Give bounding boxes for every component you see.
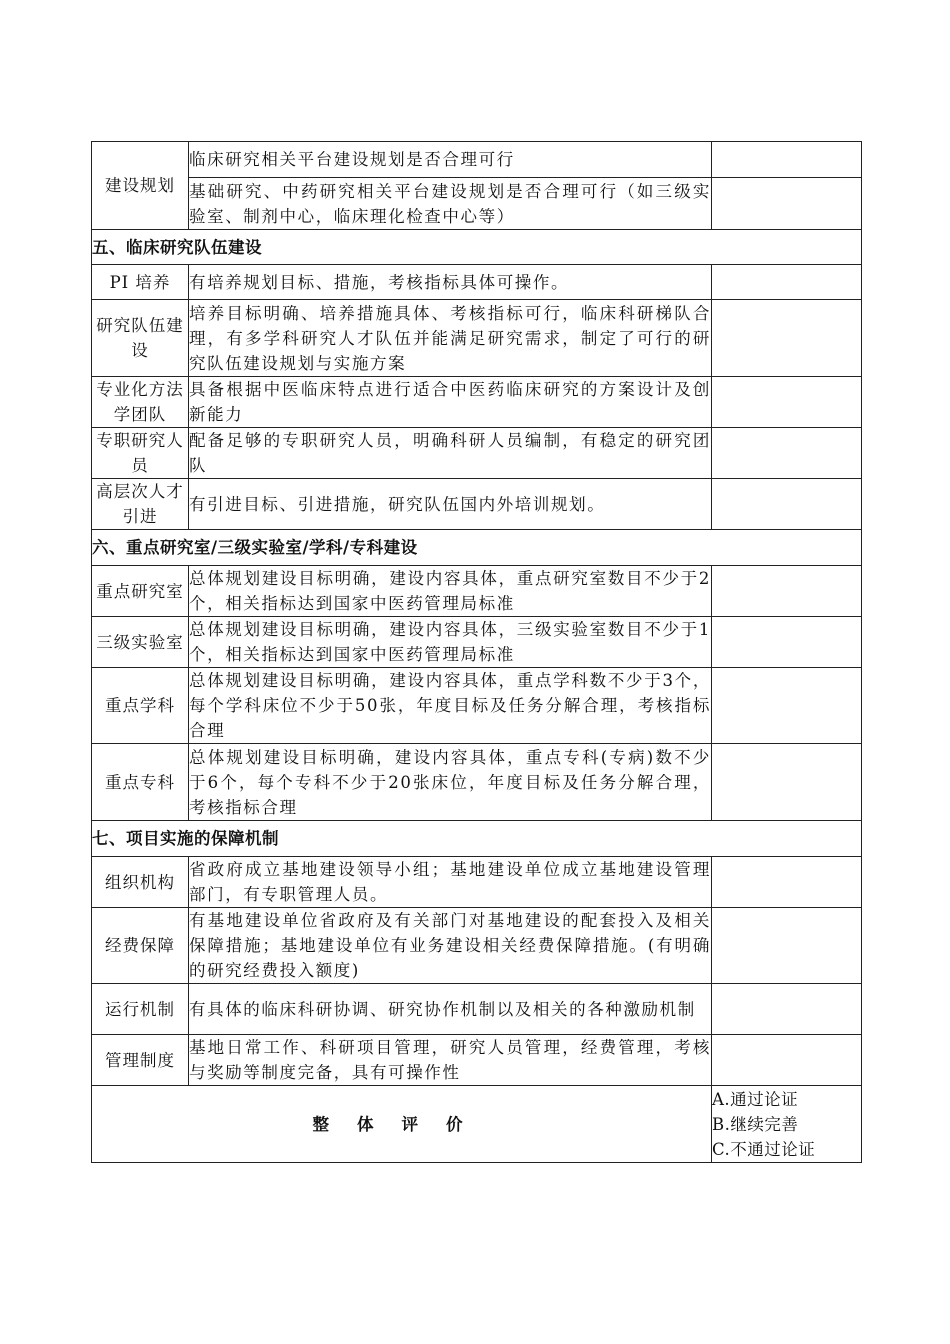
- criterion-cell: 有具体的临床科研协调、研究协作机制以及相关的各种激励机制: [189, 984, 712, 1035]
- criterion-cell: 基地日常工作、科研项目管理，研究人员管理，经费管理，考核与奖励等制度完备，具有可操作性: [189, 1035, 712, 1086]
- criterion-cell: 总体规划建设目标明确，建设内容具体，三级实验室数目不少于1个，相关指标达到国家中医药管理局标准: [189, 617, 712, 668]
- score-cell[interactable]: [712, 744, 862, 821]
- table-row: [92, 142, 862, 178]
- section-title: 五、临床研究队伍建设: [92, 230, 862, 265]
- criterion-cell: 总体规划建设目标明确，建设内容具体，重点专科(专病)数不少于6个，每个专科不少于20张床位，年度目标及任务分解合理，考核指标合理: [189, 744, 712, 821]
- table-row: [92, 744, 862, 821]
- category-cell: 重点研究室: [92, 566, 189, 617]
- table-row: [92, 908, 862, 984]
- option-pass[interactable]: A.通过论证: [712, 1089, 799, 1109]
- section-title: 六、重点研究室/三级实验室/学科/专科建设: [92, 530, 862, 566]
- category-cell: 运行机制: [92, 984, 189, 1035]
- criterion-cell: 总体规划建设目标明确，建设内容具体，重点研究室数目不少于2个，相关指标达到国家中医药管理局标准: [189, 566, 712, 617]
- overall-row: [92, 1086, 862, 1163]
- option-fail[interactable]: C.不通过论证: [712, 1139, 816, 1159]
- evaluation-table: [91, 141, 862, 1163]
- score-cell[interactable]: [712, 479, 862, 530]
- section-header-row: [92, 230, 862, 265]
- section-title: 七、项目实施的保障机制: [92, 821, 862, 857]
- table-row: [92, 617, 862, 668]
- score-cell[interactable]: [712, 142, 862, 178]
- score-cell[interactable]: [712, 265, 862, 300]
- category-cell: 专职研究人员: [92, 428, 189, 479]
- table-row: [92, 178, 862, 230]
- overall-options: [712, 1086, 862, 1163]
- category-cell: 重点学科: [92, 668, 189, 744]
- category-cell: 高层次人才引进: [92, 479, 189, 530]
- score-cell[interactable]: [712, 178, 862, 230]
- score-cell[interactable]: [712, 617, 862, 668]
- criterion-cell: 有引进目标、引进措施，研究队伍国内外培训规划。: [189, 479, 712, 530]
- category-cell: 建设规划: [92, 142, 189, 230]
- table-row: [92, 265, 862, 300]
- score-cell[interactable]: [712, 566, 862, 617]
- overall-evaluation-label: 整体评价: [92, 1086, 712, 1163]
- category-cell: 研究队伍建设: [92, 300, 189, 377]
- criterion-cell: 有培养规划目标、措施，考核指标具体可操作。: [189, 265, 712, 300]
- category-cell: 专业化方法学团队: [92, 377, 189, 428]
- criterion-cell: 有基地建设单位省政府及有关部门对基地建设的配套投入及相关保障措施；基地建设单位有业务建设相关经费保障措施。(有明确的研究经费投入额度): [189, 908, 712, 984]
- score-cell[interactable]: [712, 668, 862, 744]
- category-cell: 经费保障: [92, 908, 189, 984]
- criterion-cell: 总体规划建设目标明确，建设内容具体，重点学科数不少于3个，每个学科床位不少于50张，年度目标及任务分解合理，考核指标合理: [189, 668, 712, 744]
- table-row: [92, 428, 862, 479]
- criterion-cell: 基础研究、中药研究相关平台建设规划是否合理可行（如三级实验室、制剂中心，临床理化检查中心等）: [189, 178, 712, 230]
- category-cell: PI 培养: [92, 265, 189, 300]
- table-row: [92, 984, 862, 1035]
- table-row: [92, 1035, 862, 1086]
- table-row: [92, 300, 862, 377]
- score-cell[interactable]: [712, 377, 862, 428]
- table-row: [92, 479, 862, 530]
- category-cell: 重点专科: [92, 744, 189, 821]
- table-row: [92, 668, 862, 744]
- criterion-cell: 省政府成立基地建设领导小组；基地建设单位成立基地建设管理部门，有专职管理人员。: [189, 857, 712, 908]
- section-header-row: [92, 530, 862, 566]
- score-cell[interactable]: [712, 984, 862, 1035]
- table-row: [92, 857, 862, 908]
- criterion-cell: 培养目标明确、培养措施具体、考核指标可行，临床科研梯队合理，有多学科研究人才队伍并能满足研究需求，制定了可行的研究队伍建设规划与实施方案: [189, 300, 712, 377]
- score-cell[interactable]: [712, 908, 862, 984]
- option-improve[interactable]: B.继续完善: [712, 1114, 799, 1134]
- category-cell: 组织机构: [92, 857, 189, 908]
- criterion-cell: 具备根据中医临床特点进行适合中医药临床研究的方案设计及创新能力: [189, 377, 712, 428]
- criterion-cell: 临床研究相关平台建设规划是否合理可行: [189, 142, 712, 178]
- score-cell[interactable]: [712, 1035, 862, 1086]
- criterion-cell: 配备足够的专职研究人员，明确科研人员编制，有稳定的研究团队: [189, 428, 712, 479]
- score-cell[interactable]: [712, 857, 862, 908]
- score-cell[interactable]: [712, 300, 862, 377]
- category-cell: 三级实验室: [92, 617, 189, 668]
- category-cell: 管理制度: [92, 1035, 189, 1086]
- table-row: [92, 377, 862, 428]
- table-row: [92, 566, 862, 617]
- section-header-row: [92, 821, 862, 857]
- score-cell[interactable]: [712, 428, 862, 479]
